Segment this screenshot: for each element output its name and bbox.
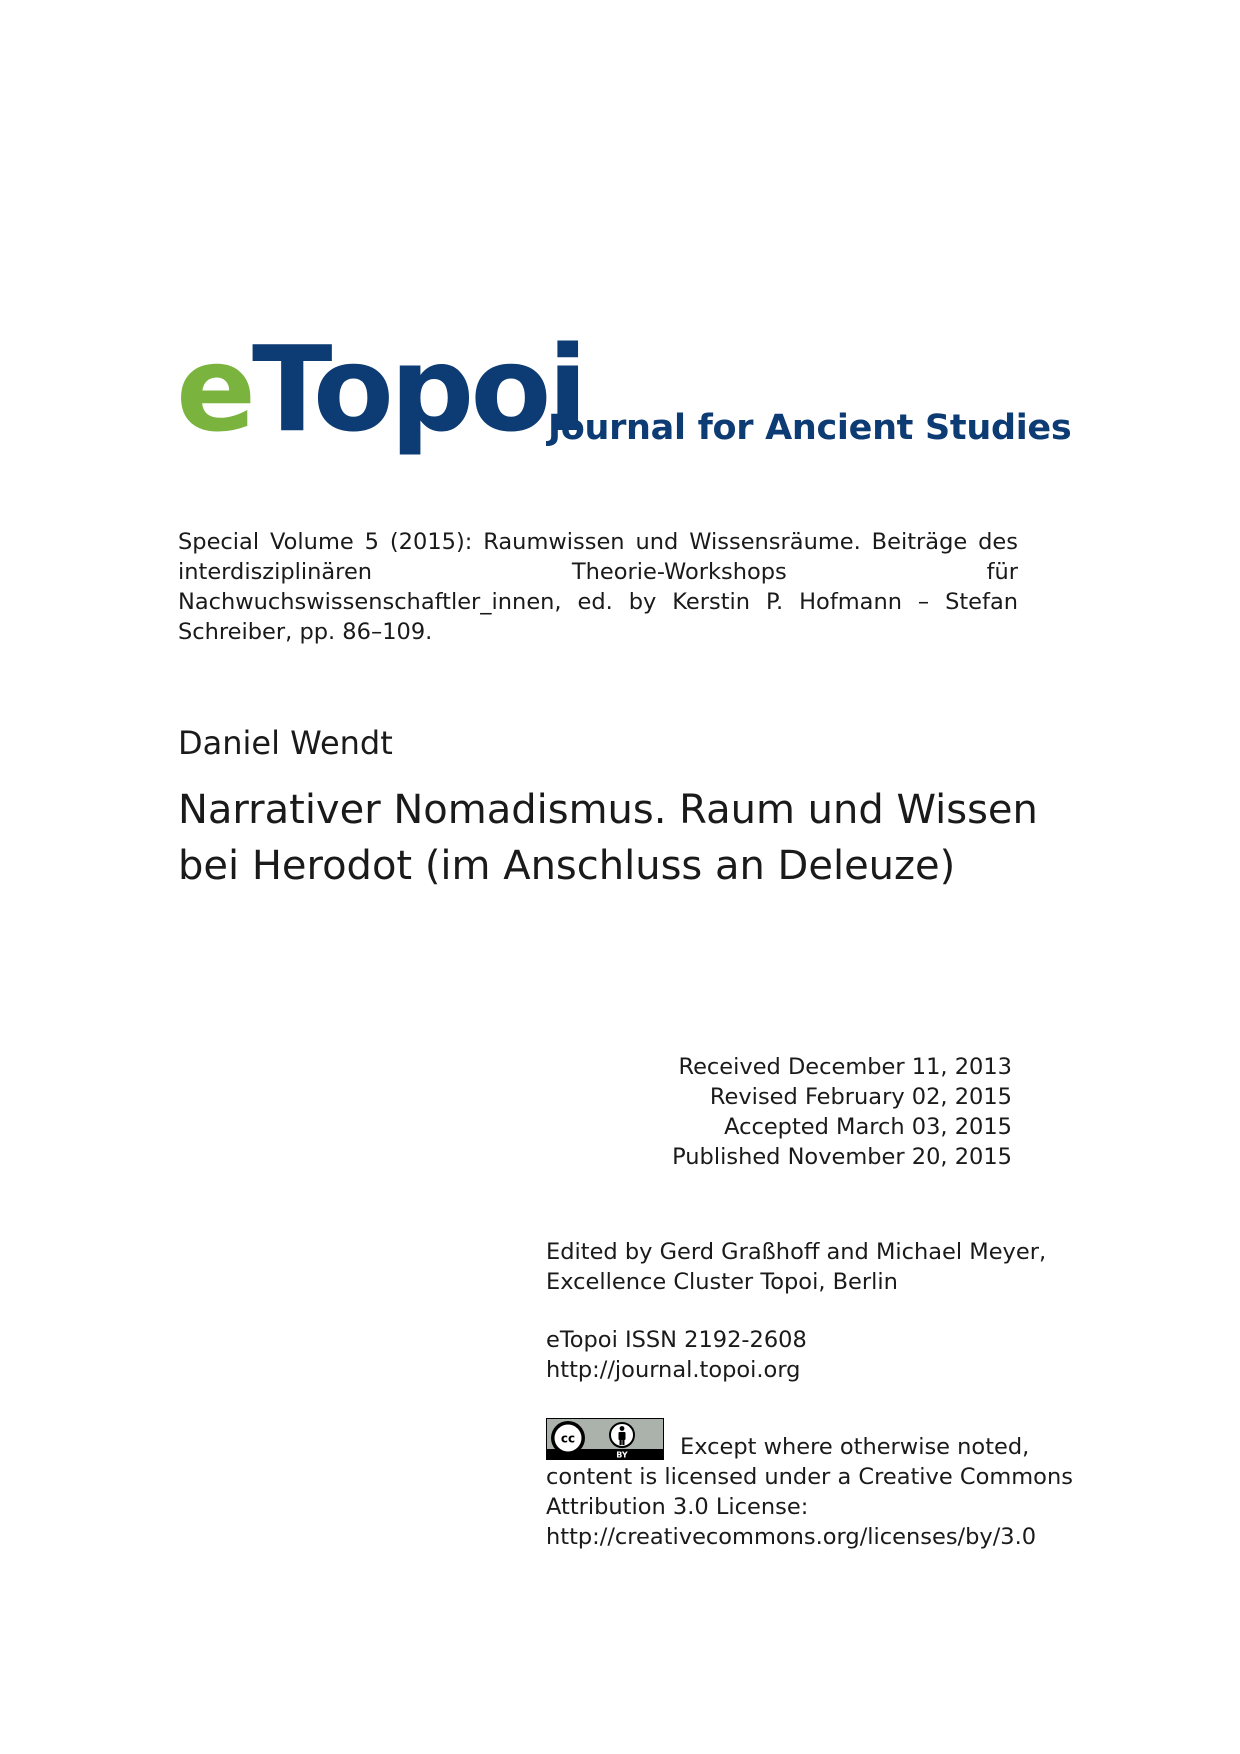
logo-e: e — [176, 320, 253, 458]
license-line-1: Except where otherwise noted, — [680, 1434, 1030, 1460]
license-first-line — [546, 1418, 1030, 1462]
journal-subtitle: Journal for Ancient Studies — [548, 408, 1072, 448]
author-name: Daniel Wendt — [178, 724, 393, 762]
article-title-line-2: bei Herodot (im Anschluss an Deleuze) — [178, 843, 956, 889]
volume-info: Special Volume 5 (2015): Raumwissen und Wissensräume. Beiträge des interdisziplinären Theorie-Workshops für Nachwuchswissenschaftler_innen, ed. by Kerstin P. Hofmann – Stefan Schreiber, pp. 86–109. — [178, 529, 1018, 645]
editors-line-1: Edited by Gerd Graßhoff and Michael Meyer, — [546, 1239, 1047, 1265]
journal-logo — [176, 320, 1072, 470]
date-accepted: Accepted March 03, 2015 — [724, 1114, 1012, 1140]
logo-topoi: Topoi — [252, 320, 584, 458]
article-title-line-1: Narrativer Nomadismus. Raum und Wissen — [178, 787, 1038, 833]
publication-dates — [672, 1052, 1012, 1172]
issn-line: eTopoi ISSN 2192-2608 — [546, 1327, 807, 1353]
license-info — [546, 1418, 1073, 1552]
date-received: Received December 11, 2013 — [678, 1054, 1012, 1080]
editors-line-2: Excellence Cluster Topoi, Berlin — [546, 1269, 898, 1295]
article-title — [178, 782, 1038, 894]
journal-url[interactable]: http://journal.topoi.org — [546, 1357, 801, 1383]
license-url[interactable]: http://creativecommons.org/licenses/by/3.0 — [546, 1524, 1037, 1550]
cc-badge-by: BY — [616, 1450, 628, 1460]
license-line-2: content is licensed under a Creative Commons — [546, 1464, 1073, 1490]
date-published: Published November 20, 2015 — [672, 1144, 1012, 1170]
license-line-3: Attribution 3.0 License: — [546, 1494, 809, 1520]
cc-badge-cc: cc — [560, 1431, 576, 1446]
editors-info — [546, 1237, 1047, 1297]
etopoi-logo-mark — [176, 320, 584, 458]
date-revised: Revised February 02, 2015 — [709, 1084, 1012, 1110]
issn-info — [546, 1325, 1026, 1385]
cc-by-icon[interactable] — [546, 1418, 664, 1460]
